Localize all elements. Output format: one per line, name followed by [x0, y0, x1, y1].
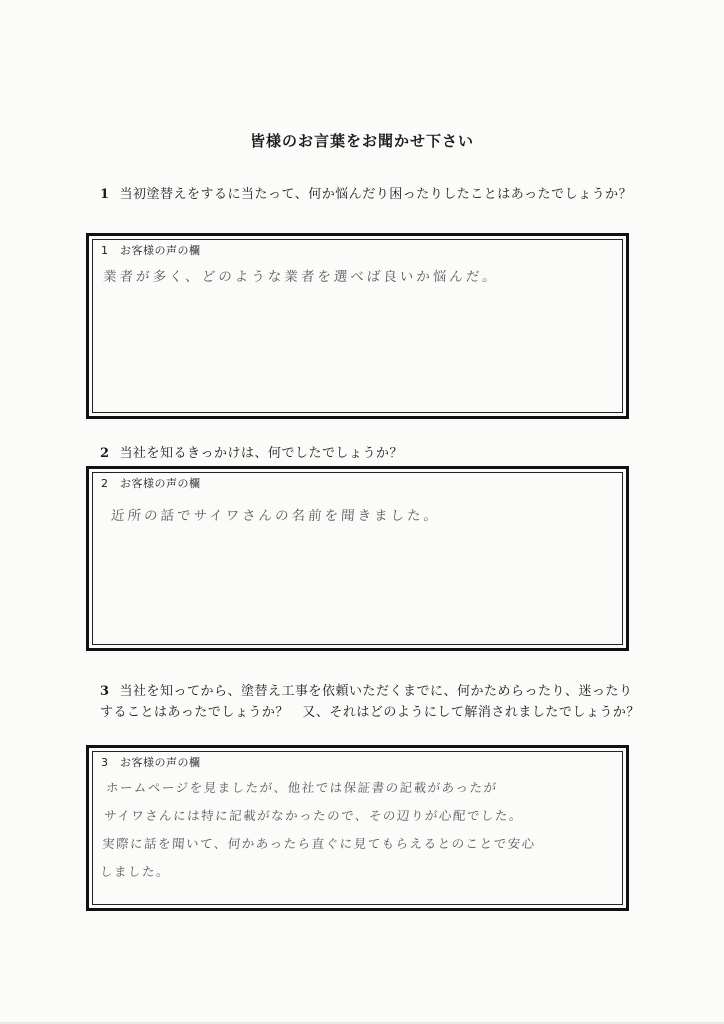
answer-box-3	[86, 745, 629, 911]
answer-box-1	[86, 233, 629, 419]
handwritten-answer	[110, 503, 615, 530]
question-3	[100, 681, 640, 723]
answer-label: 2 お客様の声の欄	[101, 477, 201, 490]
answer-box-2	[86, 466, 629, 651]
answer-line: しました。	[99, 864, 171, 879]
page-title: 皆様のお言葉をお聞かせ下さい	[249, 132, 474, 150]
question-number: 3	[100, 684, 110, 699]
handwritten-answer	[102, 264, 615, 291]
answer-line: サイワさんには特に記載がなかったので、その辺りが心配でした。	[103, 808, 524, 823]
answer-line: 近所の話でサイワさんの名前を聞きました。	[110, 508, 441, 524]
handwritten-answer	[99, 774, 618, 886]
question-text: 当社を知ってから、塗替え工事を依頼いただくまでに、何かためらったり、迷ったりすることはあったでしょうか？ 又、それはどのようにして解消されましたでしょうか？	[100, 684, 640, 720]
answer-line: ホームページを見ましたが、他社では保証書の記載があったが	[105, 780, 499, 795]
question-number: 1	[100, 187, 110, 202]
question-text: 当初塗替えをするに当たって、何か悩んだり困ったりしたことはあったでしょうか？	[119, 187, 633, 202]
question-1	[100, 184, 640, 205]
question-text: 当社を知るきっかけは、何でしたでしょうか？	[119, 446, 404, 461]
answer-line: 実際に話を聞いて、何かあったら直ぐに見てもらえるとのことで安心	[101, 836, 537, 851]
question-2	[100, 443, 640, 464]
question-number: 2	[100, 446, 110, 461]
answer-label: 1 お客様の声の欄	[101, 244, 201, 257]
answer-line: 業者が多く、どのような業者を選べば良いか悩んだ。	[102, 269, 500, 285]
answer-label: 3 お客様の声の欄	[101, 756, 201, 769]
